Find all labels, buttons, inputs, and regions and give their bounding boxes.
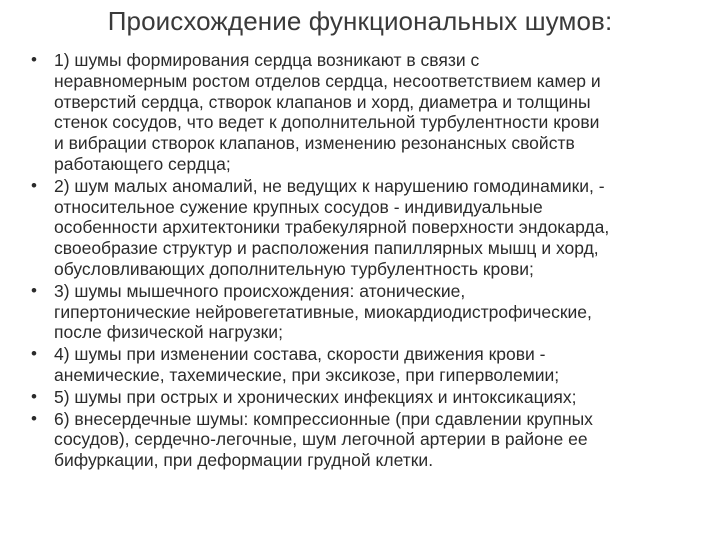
bullet-marker: • bbox=[31, 50, 37, 69]
bullet-6-line-1: 6) внесердечные шумы: компрессионные (при сдавлении крупных bbox=[54, 408, 593, 429]
bullet-1-line-2: неравномерным ростом отделов сердца, несоответствием камер и bbox=[54, 70, 601, 91]
slide-title: Происхождение функциональных шумов: bbox=[107, 6, 613, 36]
bullet-2-line-5: обусловливающих дополнительную турбулентность крови; bbox=[54, 258, 534, 279]
bullet-1-line-1: 1) шумы формирования сердца возникают в связи с bbox=[54, 50, 480, 70]
bullet-5-line-1: 5) шумы при острых и хронических инфекциях и интоксикациях; bbox=[54, 386, 577, 407]
bullet-item-5 bbox=[31, 386, 694, 408]
bullet-marker: • bbox=[31, 175, 37, 195]
bullet-item-4 bbox=[31, 344, 694, 386]
bullet-2-line-4: своеобразие структур и расположения папиллярных мышц и хорд, bbox=[54, 238, 599, 259]
bullet-4-line-1: 4) шумы при изменении состава, скорости движения крови - bbox=[54, 344, 546, 365]
bullet-item-1 bbox=[31, 50, 694, 175]
bullet-2-line-1: 2) шум малых аномалий, не ведущих к нарушению гомодинамики, - bbox=[54, 175, 605, 196]
bullet-3-line-3: после физической нагрузки; bbox=[54, 322, 283, 343]
bullet-marker: • bbox=[31, 408, 37, 428]
bullet-1-line-4: стенок сосудов, что ведет к дополнительной турбулентности крови bbox=[54, 112, 600, 133]
bullet-list bbox=[31, 50, 694, 472]
bullet-4-line-2: анемические, тахемические, при эксикозе, при гиперволемии; bbox=[54, 364, 560, 385]
bullet-6-line-2: сосудов), сердечно-легочные, шум легочной артерии в районе ее bbox=[54, 429, 588, 450]
bullet-item-3 bbox=[31, 280, 694, 343]
bullet-1-line-6: работающего сердца; bbox=[54, 153, 231, 174]
bullet-1-line-5: и вибрации створок клапанов, изменению резонансных свойств bbox=[54, 133, 575, 154]
bullet-2-line-2: относительное сужение крупных сосудов - индивидуальные bbox=[54, 196, 543, 217]
bullet-marker: • bbox=[31, 386, 37, 406]
bullet-3-line-2: гипертонические нейровегетативные, миокардиодистрофические, bbox=[54, 301, 592, 322]
bullet-3-line-1: 3) шумы мышечного происхождения: атонические, bbox=[54, 280, 466, 301]
bullet-item-6 bbox=[31, 408, 694, 471]
bullet-2-line-3: особенности архитектоники трабекулярной поверхности эндокарда, bbox=[54, 217, 610, 238]
bullet-marker: • bbox=[31, 344, 37, 364]
bullet-marker: • bbox=[31, 280, 37, 300]
bullet-1-line-3: отверстий сердца, створок клапанов и хорд, диаметра и толщины bbox=[54, 91, 591, 112]
bullet-6-line-3: бифуркации, при деформации грудной клетки. bbox=[54, 450, 434, 471]
bullet-item-2 bbox=[31, 175, 694, 280]
